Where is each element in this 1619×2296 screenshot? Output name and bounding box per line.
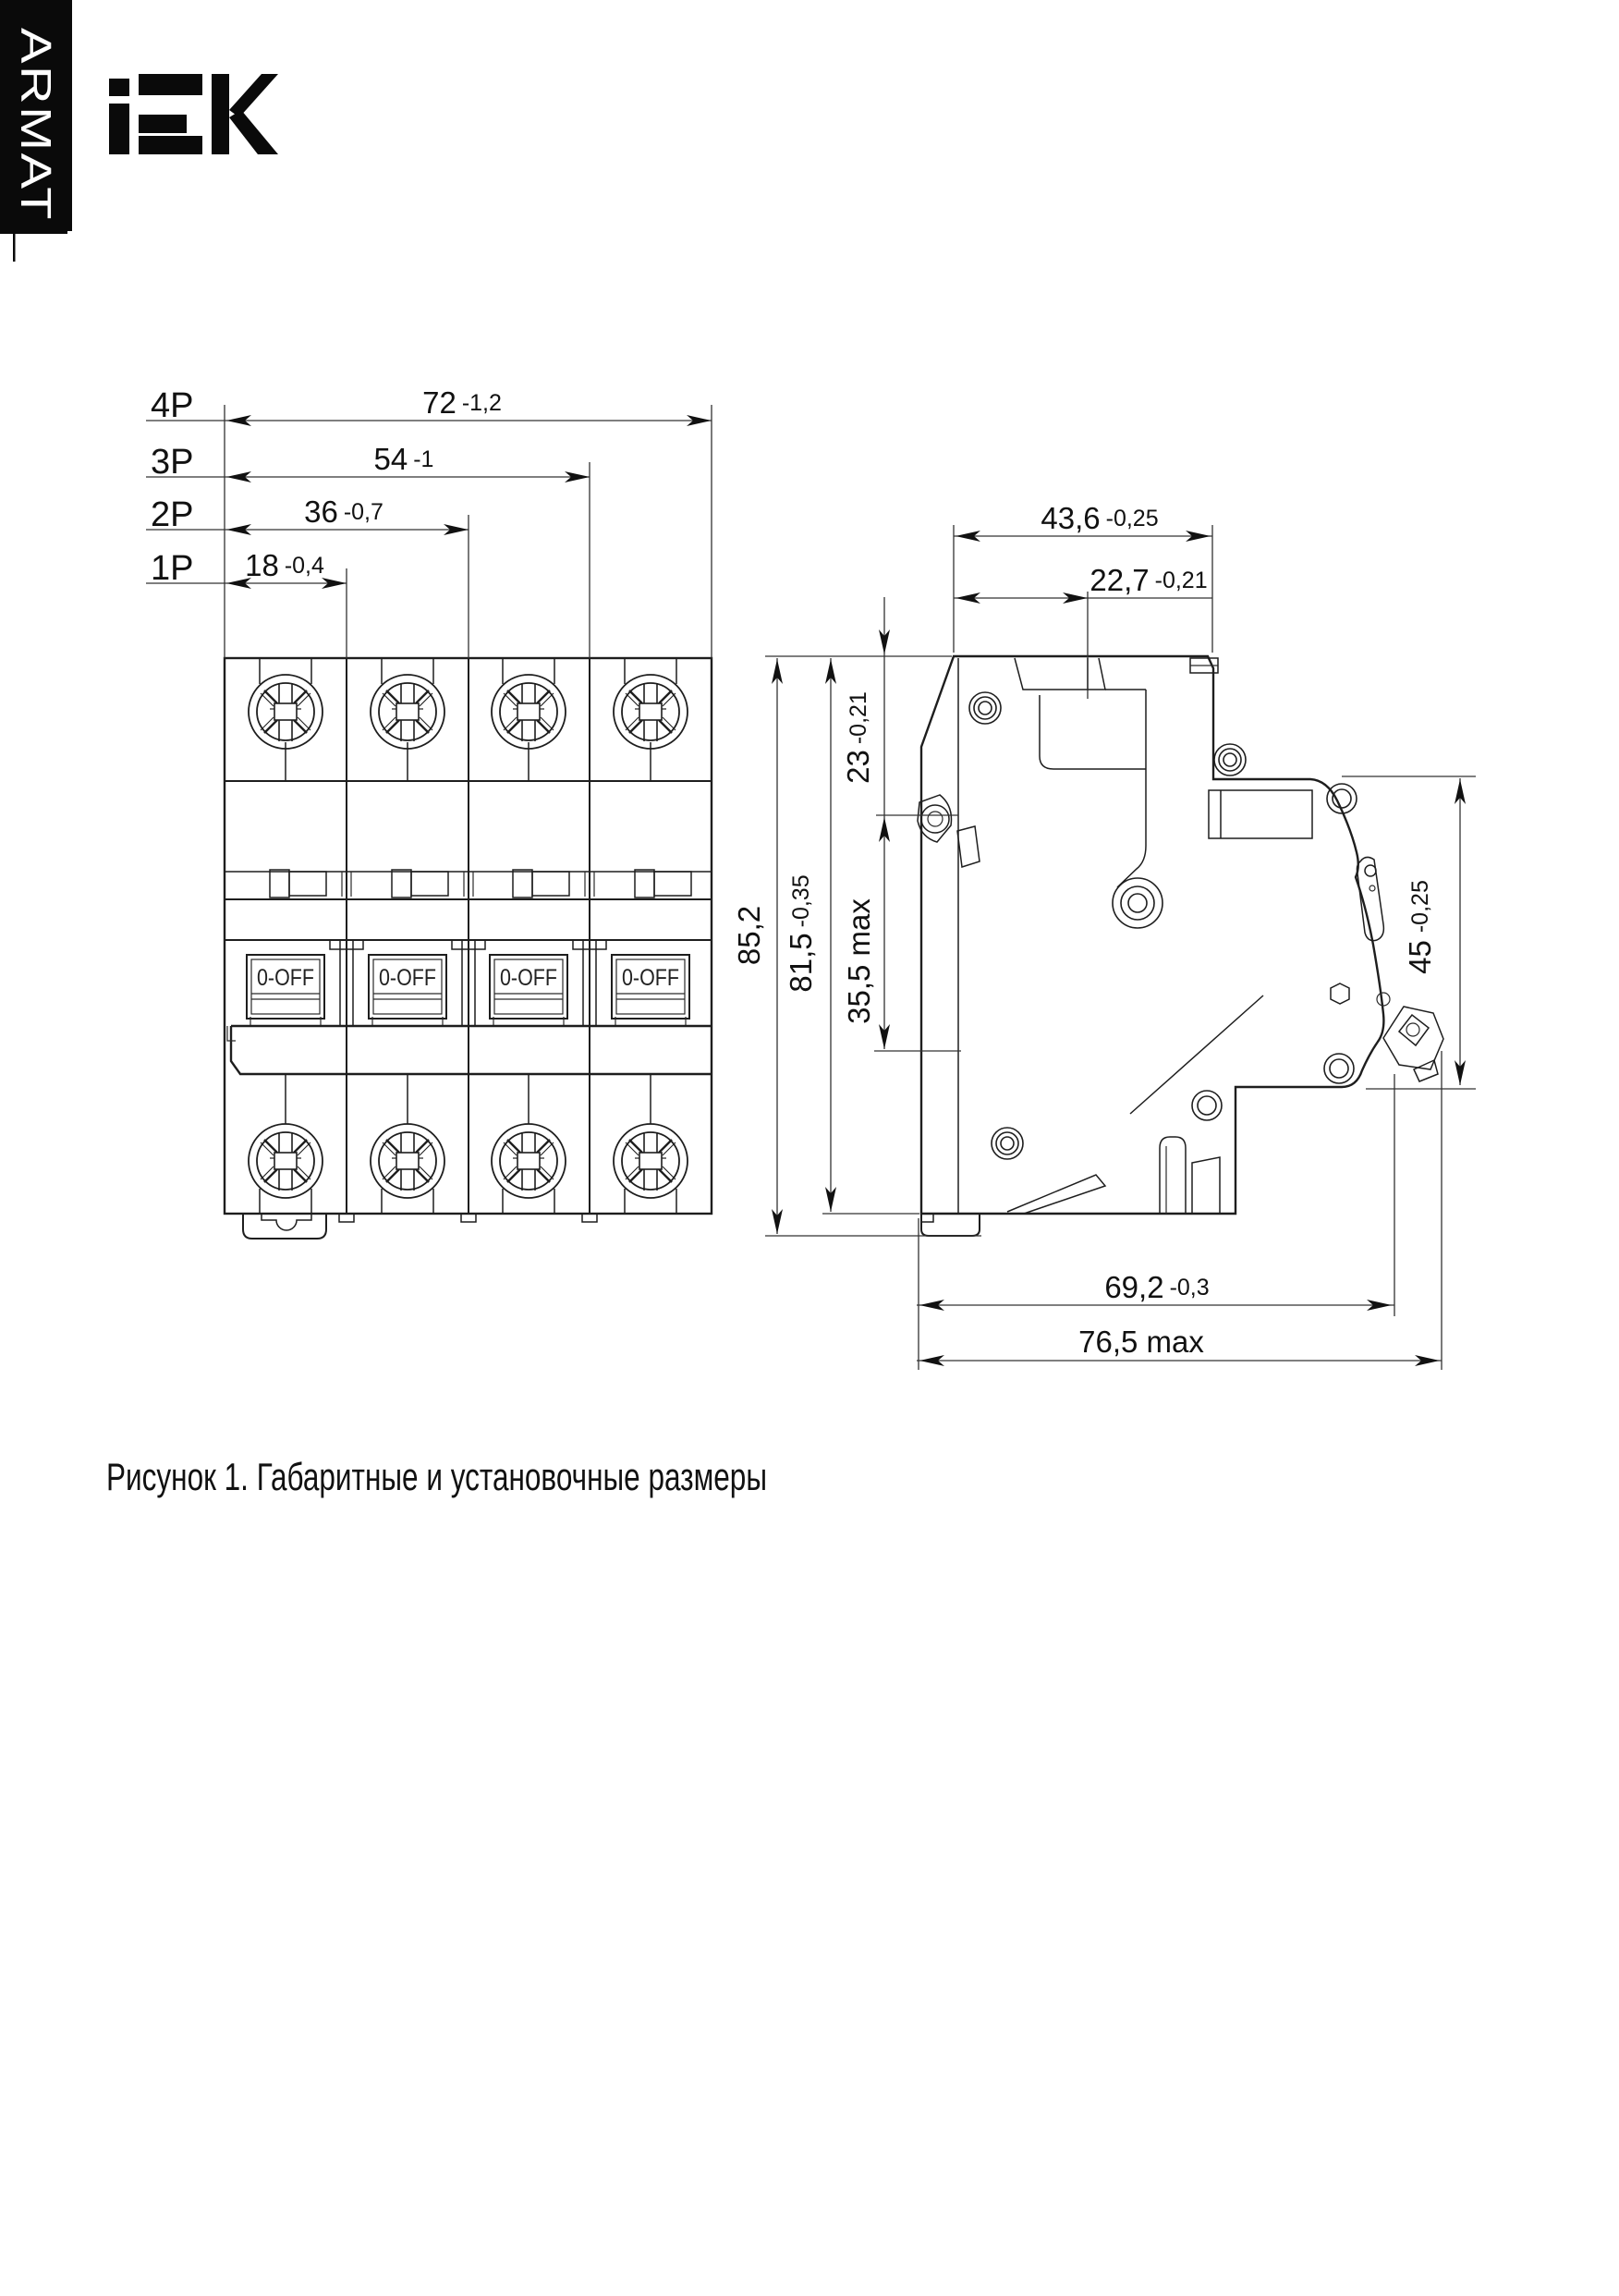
pole-label-1p: 1P bbox=[151, 549, 194, 588]
toggle-label-3: 0-OFF bbox=[500, 965, 557, 991]
toggle-label-4: 0-OFF bbox=[622, 965, 679, 991]
pole-label-4p: 4P bbox=[151, 386, 194, 425]
dim-depth-body: 69,2 -0,3 bbox=[1104, 1270, 1210, 1304]
iek-logo bbox=[109, 74, 278, 154]
dim-height-total: 85,2 bbox=[732, 905, 766, 966]
side-view bbox=[732, 501, 1476, 1370]
dim-clip-depth: 35,5 max bbox=[842, 898, 876, 1024]
terminal-cage-tabs bbox=[270, 870, 691, 898]
dim-height-body: 81,5-0,35 bbox=[784, 874, 818, 993]
dim-width-4p: 72 -1,2 bbox=[422, 385, 502, 420]
dim-width-2p: 36 -0,7 bbox=[304, 495, 383, 529]
pole-label-3p: 3P bbox=[151, 443, 194, 482]
pole-dimensions bbox=[146, 385, 712, 658]
dim-height-front: 45-0,25 bbox=[1403, 880, 1437, 974]
sidebar-vertical-label: ARMAT bbox=[12, 28, 60, 183]
front-view bbox=[146, 385, 712, 1239]
dim-width-1p: 18 -0,4 bbox=[245, 548, 324, 582]
toggle-label-1: 0-OFF bbox=[257, 965, 314, 991]
pole-label-2p: 2P bbox=[151, 495, 194, 534]
front-terminal-screw bbox=[1383, 1007, 1443, 1081]
dim-width-upper: 22,7 -0,21 bbox=[1089, 563, 1208, 597]
toggle-label-2: 0-OFF bbox=[379, 965, 436, 991]
dim-depth-max: 76,5 max bbox=[1078, 1325, 1204, 1359]
dim-width-top: 43,6 -0,25 bbox=[1041, 501, 1159, 535]
dim-depth-front: 23-0,21 bbox=[841, 691, 875, 784]
dim-width-3p: 54 -1 bbox=[373, 442, 434, 476]
figure-caption: Рисунок 1. Габаритные и установочные размеры bbox=[106, 1455, 767, 1498]
brand-area bbox=[0, 0, 278, 262]
rivets bbox=[969, 692, 1357, 1159]
mounting-feet bbox=[243, 1214, 597, 1239]
